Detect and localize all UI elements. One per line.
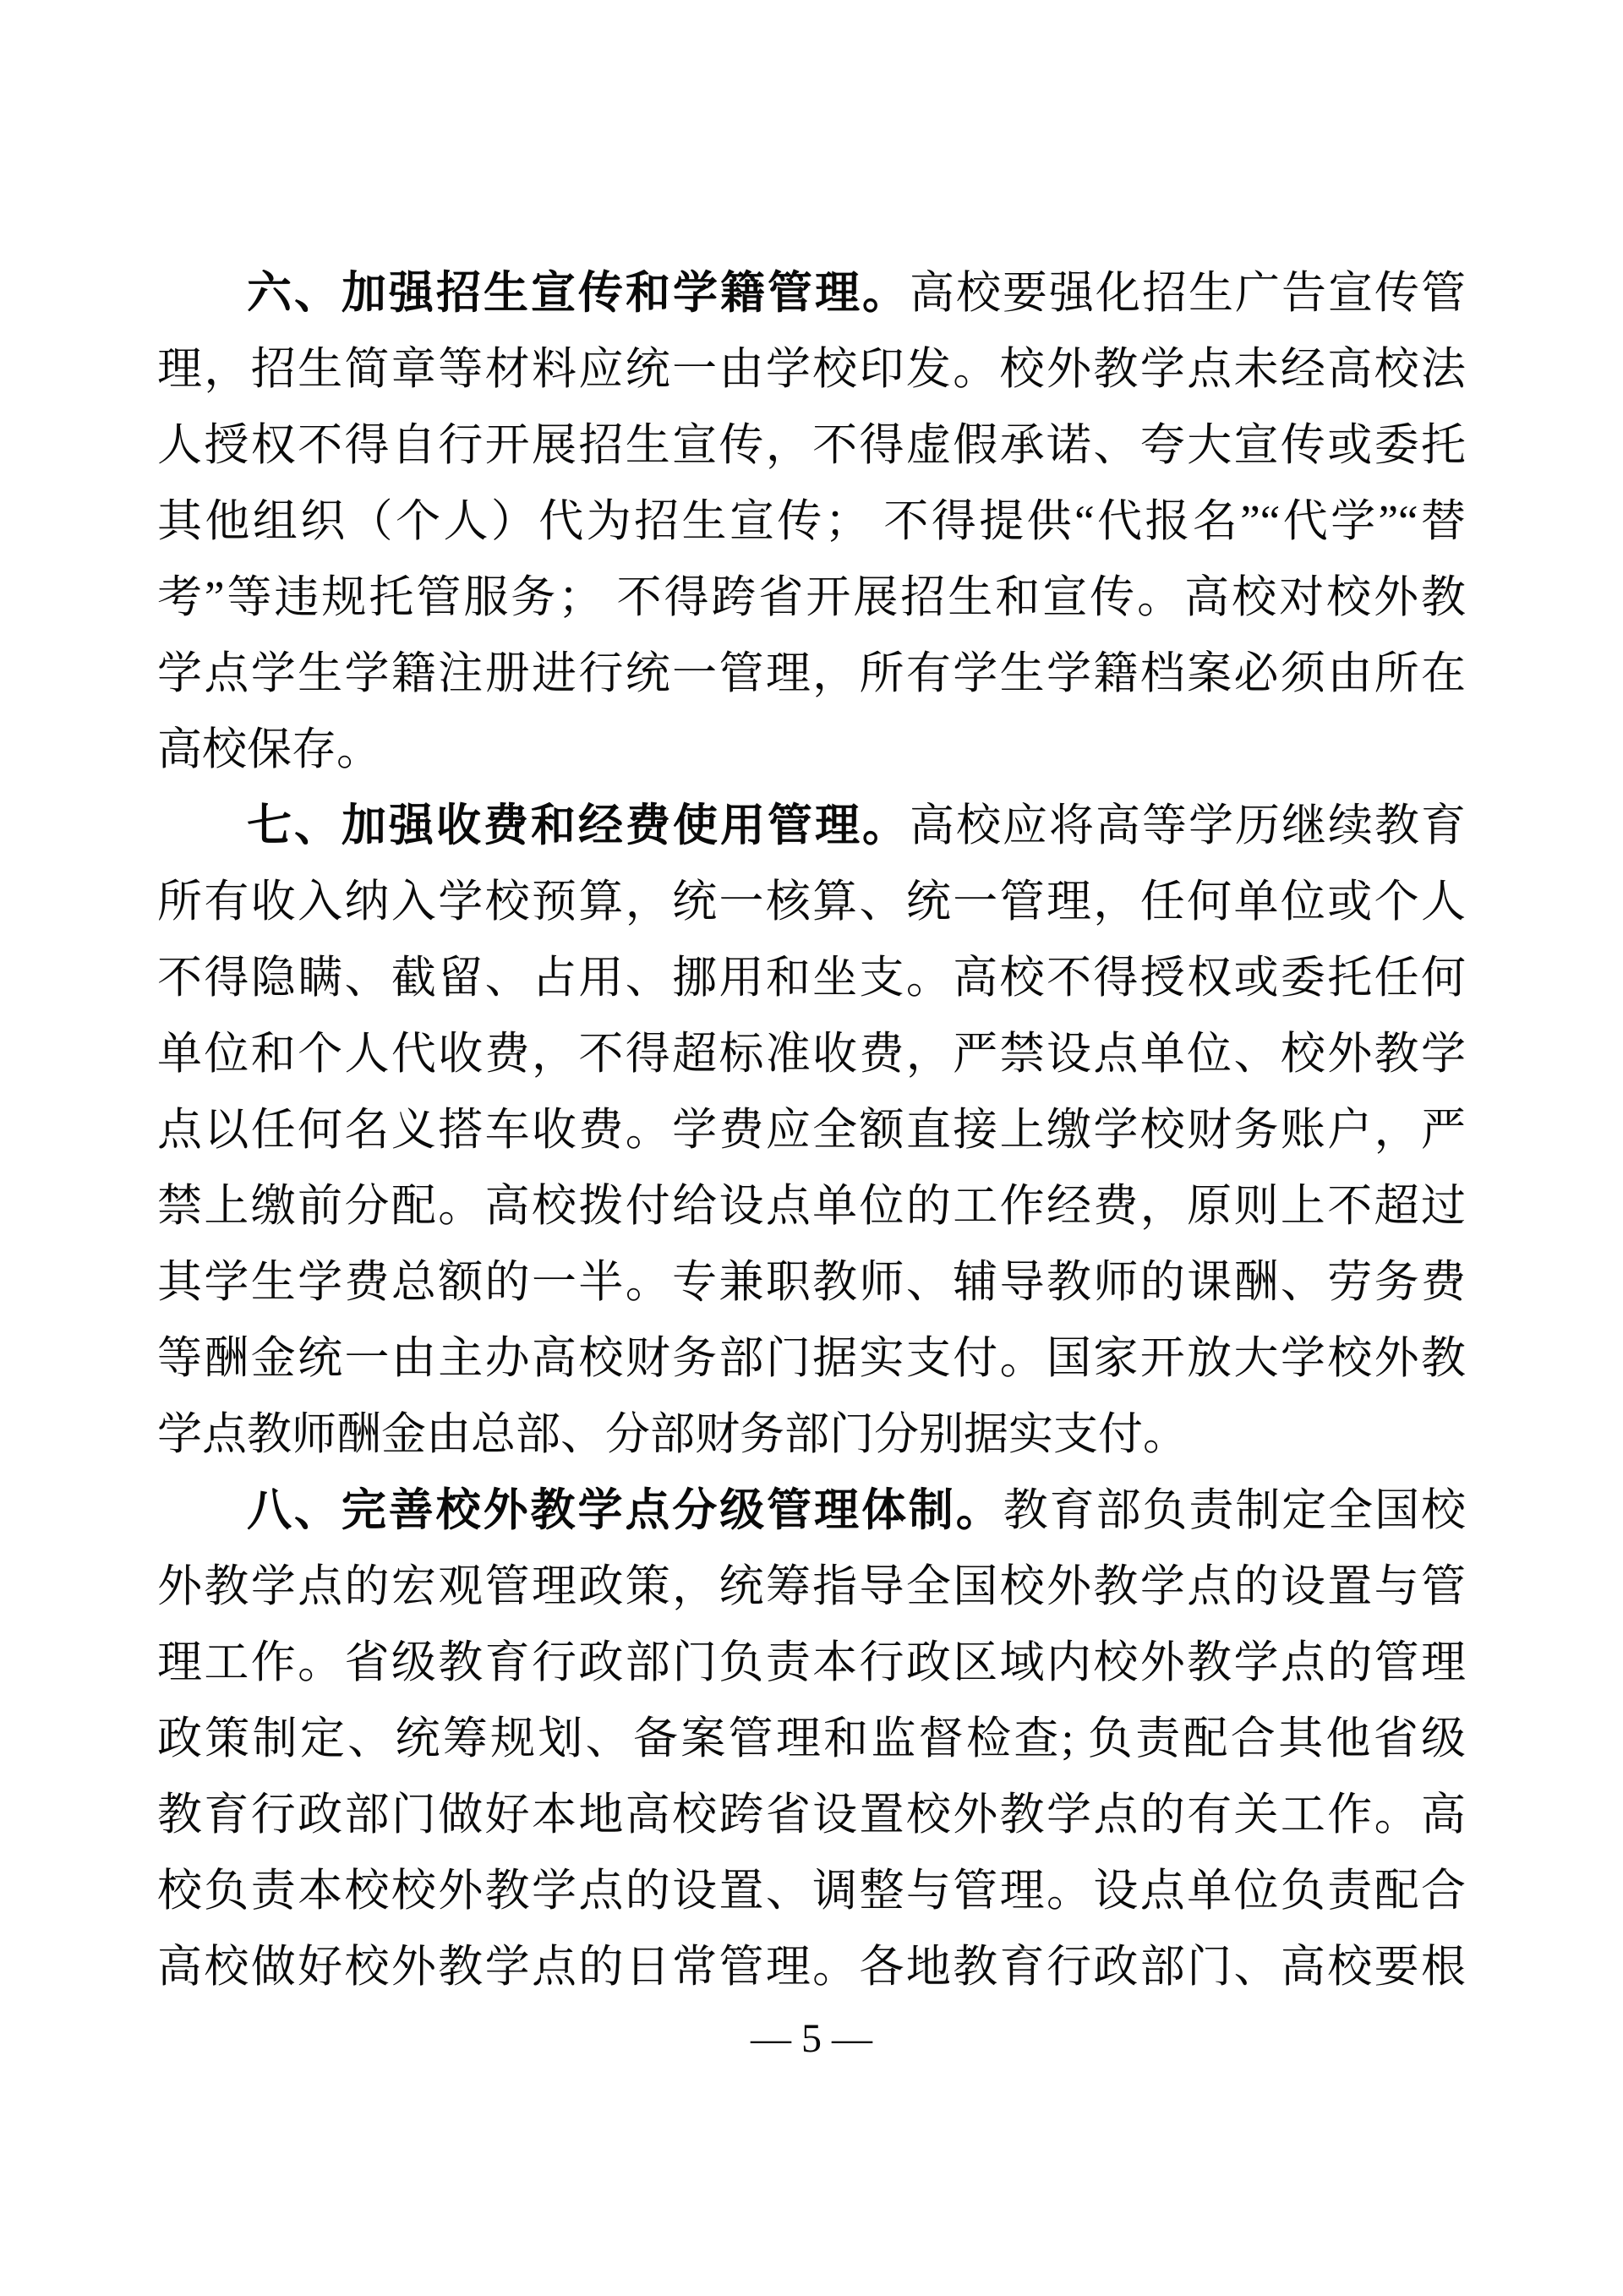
text-line: 教育行政部门做好本地高校跨省设置校外教学点的有关工作。高 xyxy=(157,1790,1466,1840)
text-line: 其他组织（个人）代为招生宣传； 不得提供“代报名”“代学”“替 xyxy=(157,497,1466,546)
text-line: 学点教师酬金由总部、分部财务部门分别据实支付。 xyxy=(157,1410,1188,1459)
section-seven xyxy=(157,788,1466,1473)
text-line: 禁上缴前分配。高校拨付给设点单位的工作经费，原则上不超过 xyxy=(157,1182,1466,1231)
paragraph-first-line xyxy=(157,255,1466,331)
text-line: 外教学点的宏观管理政策，统筹指导全国校外教学点的设置与管 xyxy=(157,1562,1466,1611)
text-line: 高校做好校外教学点的日常管理。各地教育行政部门、高校要根 xyxy=(157,1943,1466,1992)
text-line: 理工作。省级教育行政部门负责本行政区域内校外教学点的管理 xyxy=(157,1638,1466,1687)
text-line: 政策制定、统筹规划、备案管理和监督检查; 负责配合其他省级 xyxy=(157,1714,1466,1763)
document-body xyxy=(157,255,1466,2005)
text-line: 考”等违规托管服务； 不得跨省开展招生和宣传。高校对校外教 xyxy=(157,573,1466,622)
section-seven-lead: 高校应将高等学历继续教育 xyxy=(910,801,1466,850)
section-six-heading: 六、加强招生宣传和学籍管理。 xyxy=(247,268,910,318)
text-line: 高校保存。 xyxy=(157,725,381,774)
section-eight-heading: 八、完善校外教学点分级管理体制。 xyxy=(247,1485,1003,1535)
section-eight xyxy=(157,1473,1466,2005)
section-six xyxy=(157,255,1466,788)
text-line: 所有收入纳入学校预算，统一核算、统一管理，任何单位或个人 xyxy=(157,877,1466,927)
page-number: — 5 — xyxy=(751,2016,872,2061)
text-line: 理，招生简章等材料应统一由学校印发。校外教学点未经高校法 xyxy=(157,345,1466,394)
section-six-lead: 高校要强化招生广告宣传管 xyxy=(910,269,1466,318)
text-line: 学点学生学籍注册进行统一管理，所有学生学籍档案必须由所在 xyxy=(157,649,1466,698)
text-line: 点以任何名义搭车收费。学费应全额直接上缴学校财务账户，严 xyxy=(157,1106,1466,1155)
text-line: 人授权不得自行开展招生宣传，不得虚假承诺、夸大宣传或委托 xyxy=(157,421,1466,470)
paragraph-first-line xyxy=(157,788,1466,864)
text-line: 其学生学费总额的一半。专兼职教师、辅导教师的课酬、劳务费 xyxy=(157,1258,1466,1307)
paragraph-first-line xyxy=(157,1473,1466,1549)
text-line: 等酬金统一由主办高校财务部门据实支付。国家开放大学校外教 xyxy=(157,1334,1466,1383)
section-eight-lead: 教育部负责制定全国校 xyxy=(1003,1486,1467,1535)
text-line: 单位和个人代收费，不得超标准收费，严禁设点单位、校外教学 xyxy=(157,1030,1466,1079)
text-line: 不得隐瞒、截留、占用、挪用和坐支。高校不得授权或委托任何 xyxy=(157,954,1466,1003)
text-line: 校负责本校校外教学点的设置、调整与管理。设点单位负责配合 xyxy=(157,1867,1466,1916)
section-seven-heading: 七、加强收费和经费使用管理。 xyxy=(247,801,910,850)
